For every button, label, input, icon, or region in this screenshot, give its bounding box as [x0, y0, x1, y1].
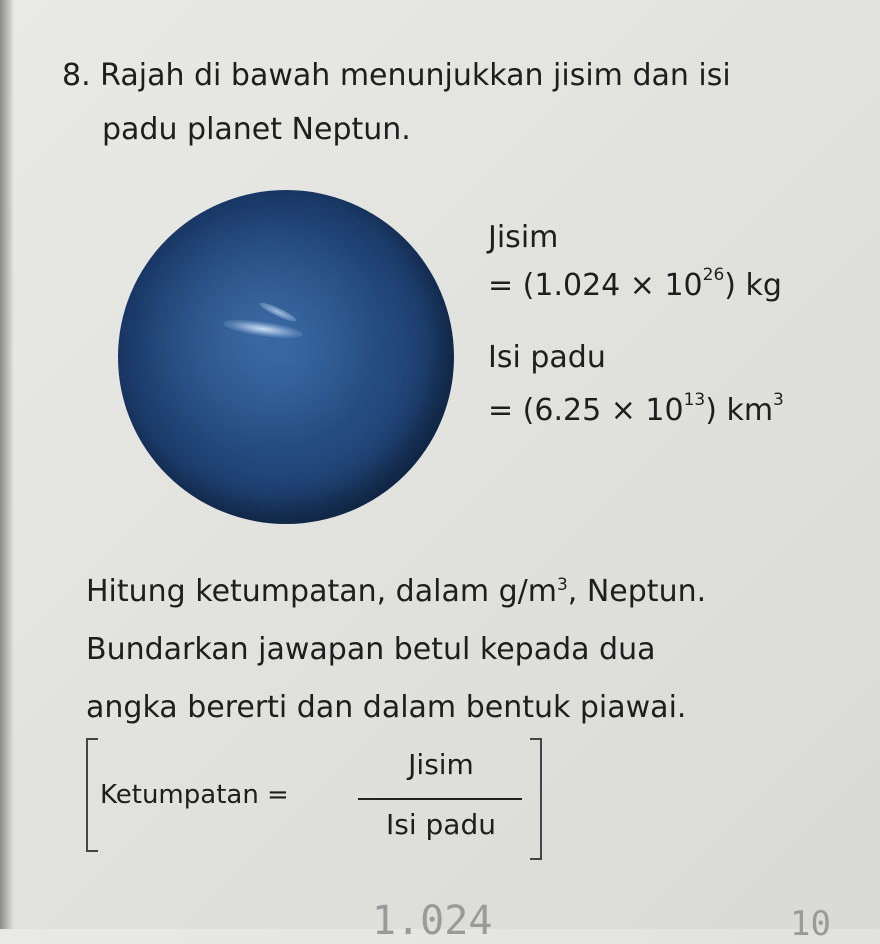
volume-unit-exponent: 3 — [773, 390, 784, 410]
mass-unit: ) kg — [724, 268, 782, 303]
question-text-line2: padu planet Neptun. — [102, 112, 411, 147]
mass-value-main: = (1.024 × 10 — [488, 268, 703, 303]
hint-fraction-bar — [358, 798, 522, 800]
question-number: 8. — [62, 58, 91, 93]
neptune-image — [118, 190, 454, 524]
hint-denominator: Isi padu — [386, 808, 496, 841]
hint-bracket-left — [86, 738, 98, 852]
volume-value-main: = (6.25 × 10 — [488, 393, 684, 428]
hint-lhs: Ketumpatan = — [100, 780, 289, 810]
question-title — [62, 58, 731, 93]
volume-label: Isi padu — [488, 340, 606, 375]
page-edge — [0, 0, 14, 929]
neptune-cloud — [258, 300, 298, 324]
instruction-line2: Bundarkan jawapan betul kepada dua — [86, 632, 656, 667]
handwriting-left: 1.024 — [372, 898, 493, 944]
instruction-unit-exponent: 3 — [556, 575, 568, 595]
mass-label: Jisim — [488, 220, 559, 255]
volume-value — [488, 390, 784, 428]
hint-numerator: Jisim — [408, 748, 474, 781]
handwriting-right: 10 — [790, 904, 831, 944]
question-text-line1: Rajah di bawah menunjukkan jisim dan isi — [100, 58, 731, 93]
volume-unit: ) km — [705, 393, 774, 428]
mass-exponent: 26 — [702, 265, 725, 285]
instruction-line3: angka bererti dan dalam bentuk piawai. — [86, 690, 687, 725]
instruction-line1-text: Hitung ketumpatan, dalam g/m — [86, 574, 557, 609]
show-through-text — [560, 150, 568, 180]
instruction-line1-end: , Neptun. — [567, 574, 707, 609]
hint-bracket-right — [530, 738, 542, 860]
mass-value — [488, 265, 782, 303]
volume-exponent: 13 — [683, 390, 706, 410]
instruction-line1 — [86, 574, 706, 609]
